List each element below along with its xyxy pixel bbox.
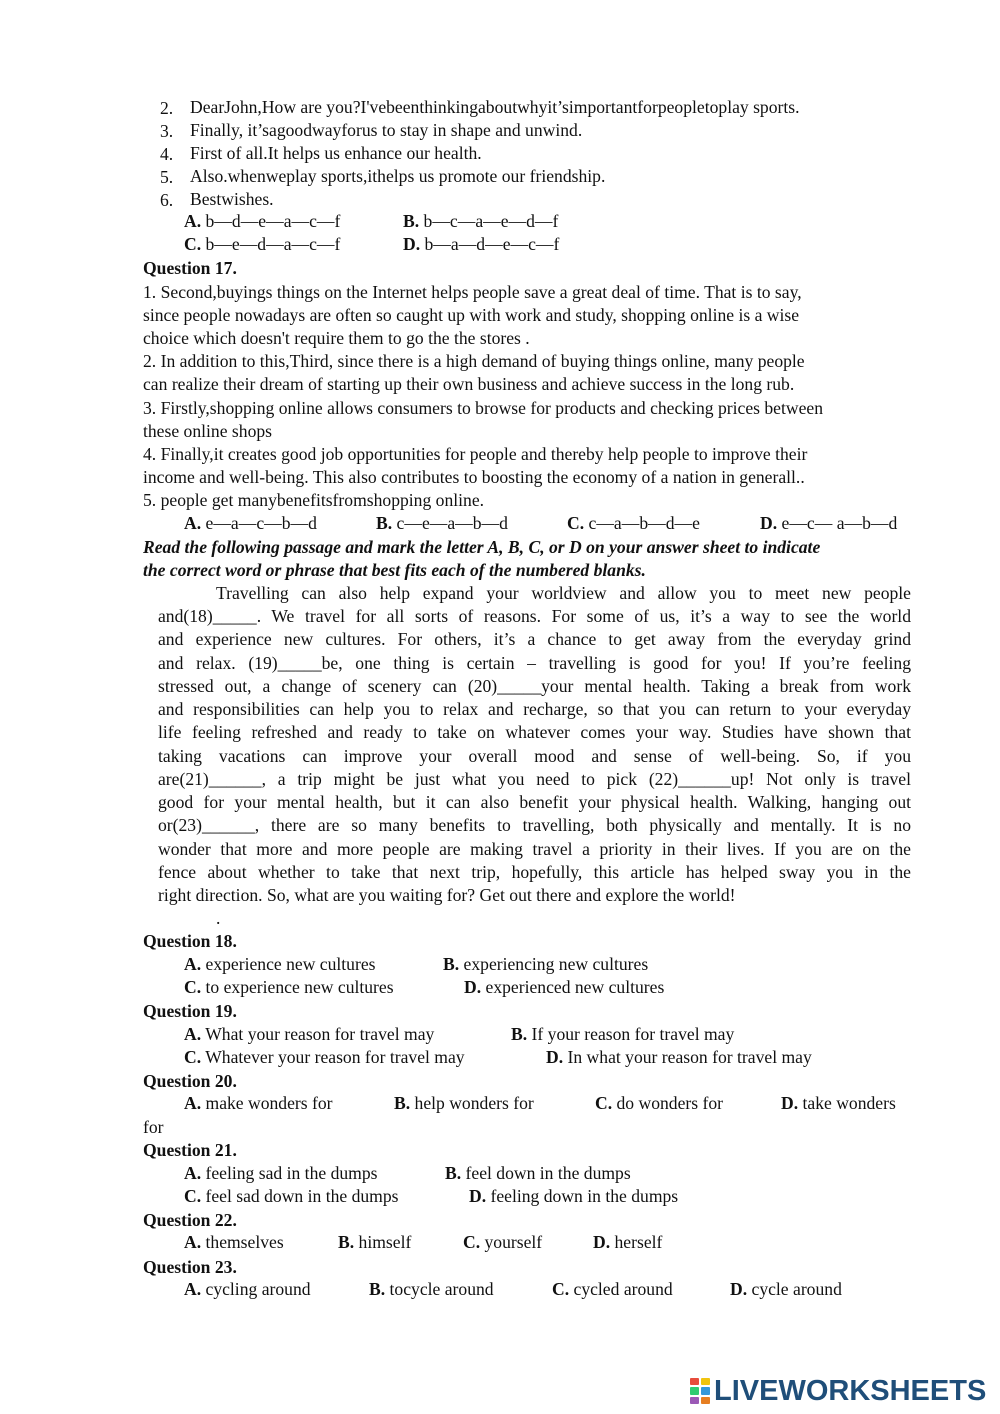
q17-line: can realize their dream of starting up their own business and achieve success in the long rub. — [143, 374, 795, 394]
sequence-number: 4. — [160, 144, 174, 164]
q18-option-b[interactable]: B. experiencing new cultures — [443, 954, 649, 974]
passage-line: or(23)______, there are so many benefits to travelling, both physically and mentally. It is no — [158, 815, 911, 835]
q18-option-a[interactable]: A. experience new cultures — [184, 954, 376, 974]
sequence-item: Finally, it’sagoodwayforus to stay in shape and unwind. — [190, 120, 583, 140]
q17-option-b[interactable]: B. c—e—a—b—d — [376, 513, 508, 533]
passage-line: and relax. (19)_____be, one thing is certain – travelling is good for you! If you’re feeling — [158, 653, 911, 673]
q21-option-c[interactable]: C. feel sad down in the dumps — [184, 1186, 399, 1206]
q17-line: choice which doesn't require them to go the the stores . — [143, 328, 530, 348]
q19-option-a[interactable]: A. What your reason for travel may — [184, 1024, 435, 1044]
q20-option-d[interactable]: D. take wonders — [781, 1093, 896, 1113]
q22-option-a[interactable]: A. themselves — [184, 1232, 284, 1252]
q20-option-a[interactable]: A. make wonders for — [184, 1093, 333, 1113]
brand-name: LIVEWORKSHEETS — [714, 1374, 987, 1407]
q23-option-b[interactable]: B. tocycle around — [369, 1279, 494, 1299]
sequence-number: 6. — [160, 190, 174, 210]
question-18-title: Question 18. — [143, 931, 237, 951]
passage-line: fence about whether to take that next trip, hopefully, this article has helped sway you in the — [158, 862, 911, 882]
q21-option-d[interactable]: D. feeling down in the dumps — [469, 1186, 679, 1206]
q19-option-c[interactable]: C. Whatever your reason for travel may — [184, 1047, 465, 1067]
sequence-number: 3. — [160, 121, 174, 141]
q19-option-d[interactable]: D. In what your reason for travel may — [546, 1047, 812, 1067]
q17-option-c[interactable]: C. c—a—b—d—e — [567, 513, 700, 533]
question-21-title: Question 21. — [143, 1140, 237, 1160]
q16-option-c[interactable]: C. b—e—d—a—c—f — [184, 234, 341, 254]
passage-line: and(18)_____. We travel for all sorts of reasons. For some of us, it’s a way to see the world — [158, 606, 911, 626]
q21-option-a[interactable]: A. feeling sad in the dumps — [184, 1163, 378, 1183]
passage-line: life feeling refreshed and ready to take on whatever comes your way. Studies have shown that — [158, 722, 911, 742]
instruction-line: the correct word or phrase that best fits each of the numbered blanks. — [143, 560, 646, 580]
passage-line: are(21)______, a trip might be just what you need to pick (22)______up! Not only is travel — [158, 769, 911, 789]
passage-line: and responsibilities can help you to relax and recharge, so that you can return to your everyday — [158, 699, 911, 719]
sequence-item: Bestwishes. — [190, 189, 274, 209]
q17-line: 5. people get manybenefitsfromshopping online. — [143, 490, 485, 510]
q17-line: 4. Finally,it creates good job opportunities for people and thereby help people to improve their — [143, 444, 808, 464]
q21-option-b[interactable]: B. feel down in the dumps — [445, 1163, 631, 1183]
passage-line: right direction. So, what are you waiting for? Get out there and explore the world! — [158, 885, 736, 905]
q17-line: 2. In addition to this,Third, since there is a high demand of buying things online, many people — [143, 351, 805, 371]
q18-option-c[interactable]: C. to experience new cultures — [184, 977, 394, 997]
q23-option-c[interactable]: C. cycled around — [552, 1279, 673, 1299]
passage-line: stressed out, a change of scenery can (20)_____your mental health. Taking a break from work — [158, 676, 911, 696]
q20-option-c[interactable]: C. do wonders for — [595, 1093, 724, 1113]
question-22-title: Question 22. — [143, 1210, 237, 1230]
question-23-title: Question 23. — [143, 1257, 237, 1277]
q17-line: income and well-being. This also contributes to boosting the economy of a nation in generall.. — [143, 467, 805, 487]
sequence-item: DearJohn,How are you?I'vebeenthinkingaboutwhyit’simportantforpeopletoplay sports. — [190, 97, 800, 117]
liveworksheets-logo[interactable] — [690, 1374, 986, 1408]
question-17-title: Question 17. — [143, 258, 237, 278]
q17-option-d[interactable]: D. e—c— a—b—d — [760, 513, 898, 533]
passage-line: good for your mental health, but it can also benefit your physical health. Walking, hanging out — [158, 792, 911, 812]
q17-line: 1. Second,buyings things on the Internet helps people save a great deal of time. That is to say, — [143, 282, 802, 302]
q16-option-d[interactable]: D. b—a—d—e—c—f — [403, 234, 560, 254]
q23-option-d[interactable]: D. cycle around — [730, 1279, 842, 1299]
sequence-item: First of all.It helps us enhance our health. — [190, 143, 482, 163]
q16-option-a[interactable]: A. b—d—e—a—c—f — [184, 211, 341, 231]
question-20-title: Question 20. — [143, 1071, 237, 1091]
q17-line: these online shops — [143, 421, 273, 441]
passage-line: taking vacations can improve your overall mood and sense of well-being. So, if you — [158, 746, 911, 766]
q17-line: since people nowadays are often so caught up with work and study, shopping online is a wise — [143, 305, 800, 325]
q19-option-b[interactable]: B. If your reason for travel may — [511, 1024, 735, 1044]
passage-line: Travelling can also help expand your worldview and allow you to meet new people — [216, 583, 911, 603]
question-19-title: Question 19. — [143, 1001, 237, 1021]
q16-option-b[interactable]: B. b—c—a—e—d—f — [403, 211, 559, 231]
sequence-number: 2. — [160, 98, 174, 118]
sequence-number: 5. — [160, 167, 174, 187]
q17-line: 3. Firstly,shopping online allows consumers to browse for products and checking prices between — [143, 398, 823, 418]
q23-option-a[interactable]: A. cycling around — [184, 1279, 311, 1299]
passage-line: and experience new cultures. For others, it’s a chance to get away from the everyday grind — [158, 629, 911, 649]
q22-option-b[interactable]: B. himself — [338, 1232, 412, 1252]
q20-option-d-wrap: for — [143, 1117, 164, 1137]
q20-option-b[interactable]: B. help wonders for — [394, 1093, 534, 1113]
passage-dot: . — [216, 908, 221, 928]
passage-line: wonder that more and more people are making travel a priority in their lives. If you are on the — [158, 839, 911, 859]
sequence-item: Also.whenweplay sports,ithelps us promote our friendship. — [190, 166, 606, 186]
q17-option-a[interactable]: A. e—a—c—b—d — [184, 513, 317, 533]
instruction-line: Read the following passage and mark the letter A, B, C, or D on your answer sheet to indicate — [143, 537, 821, 557]
q18-option-d[interactable]: D. experienced new cultures — [464, 977, 665, 997]
liveworksheets-logo-icon — [690, 1378, 710, 1404]
q22-option-d[interactable]: D. herself — [593, 1232, 663, 1252]
q22-option-c[interactable]: C. yourself — [463, 1232, 543, 1252]
